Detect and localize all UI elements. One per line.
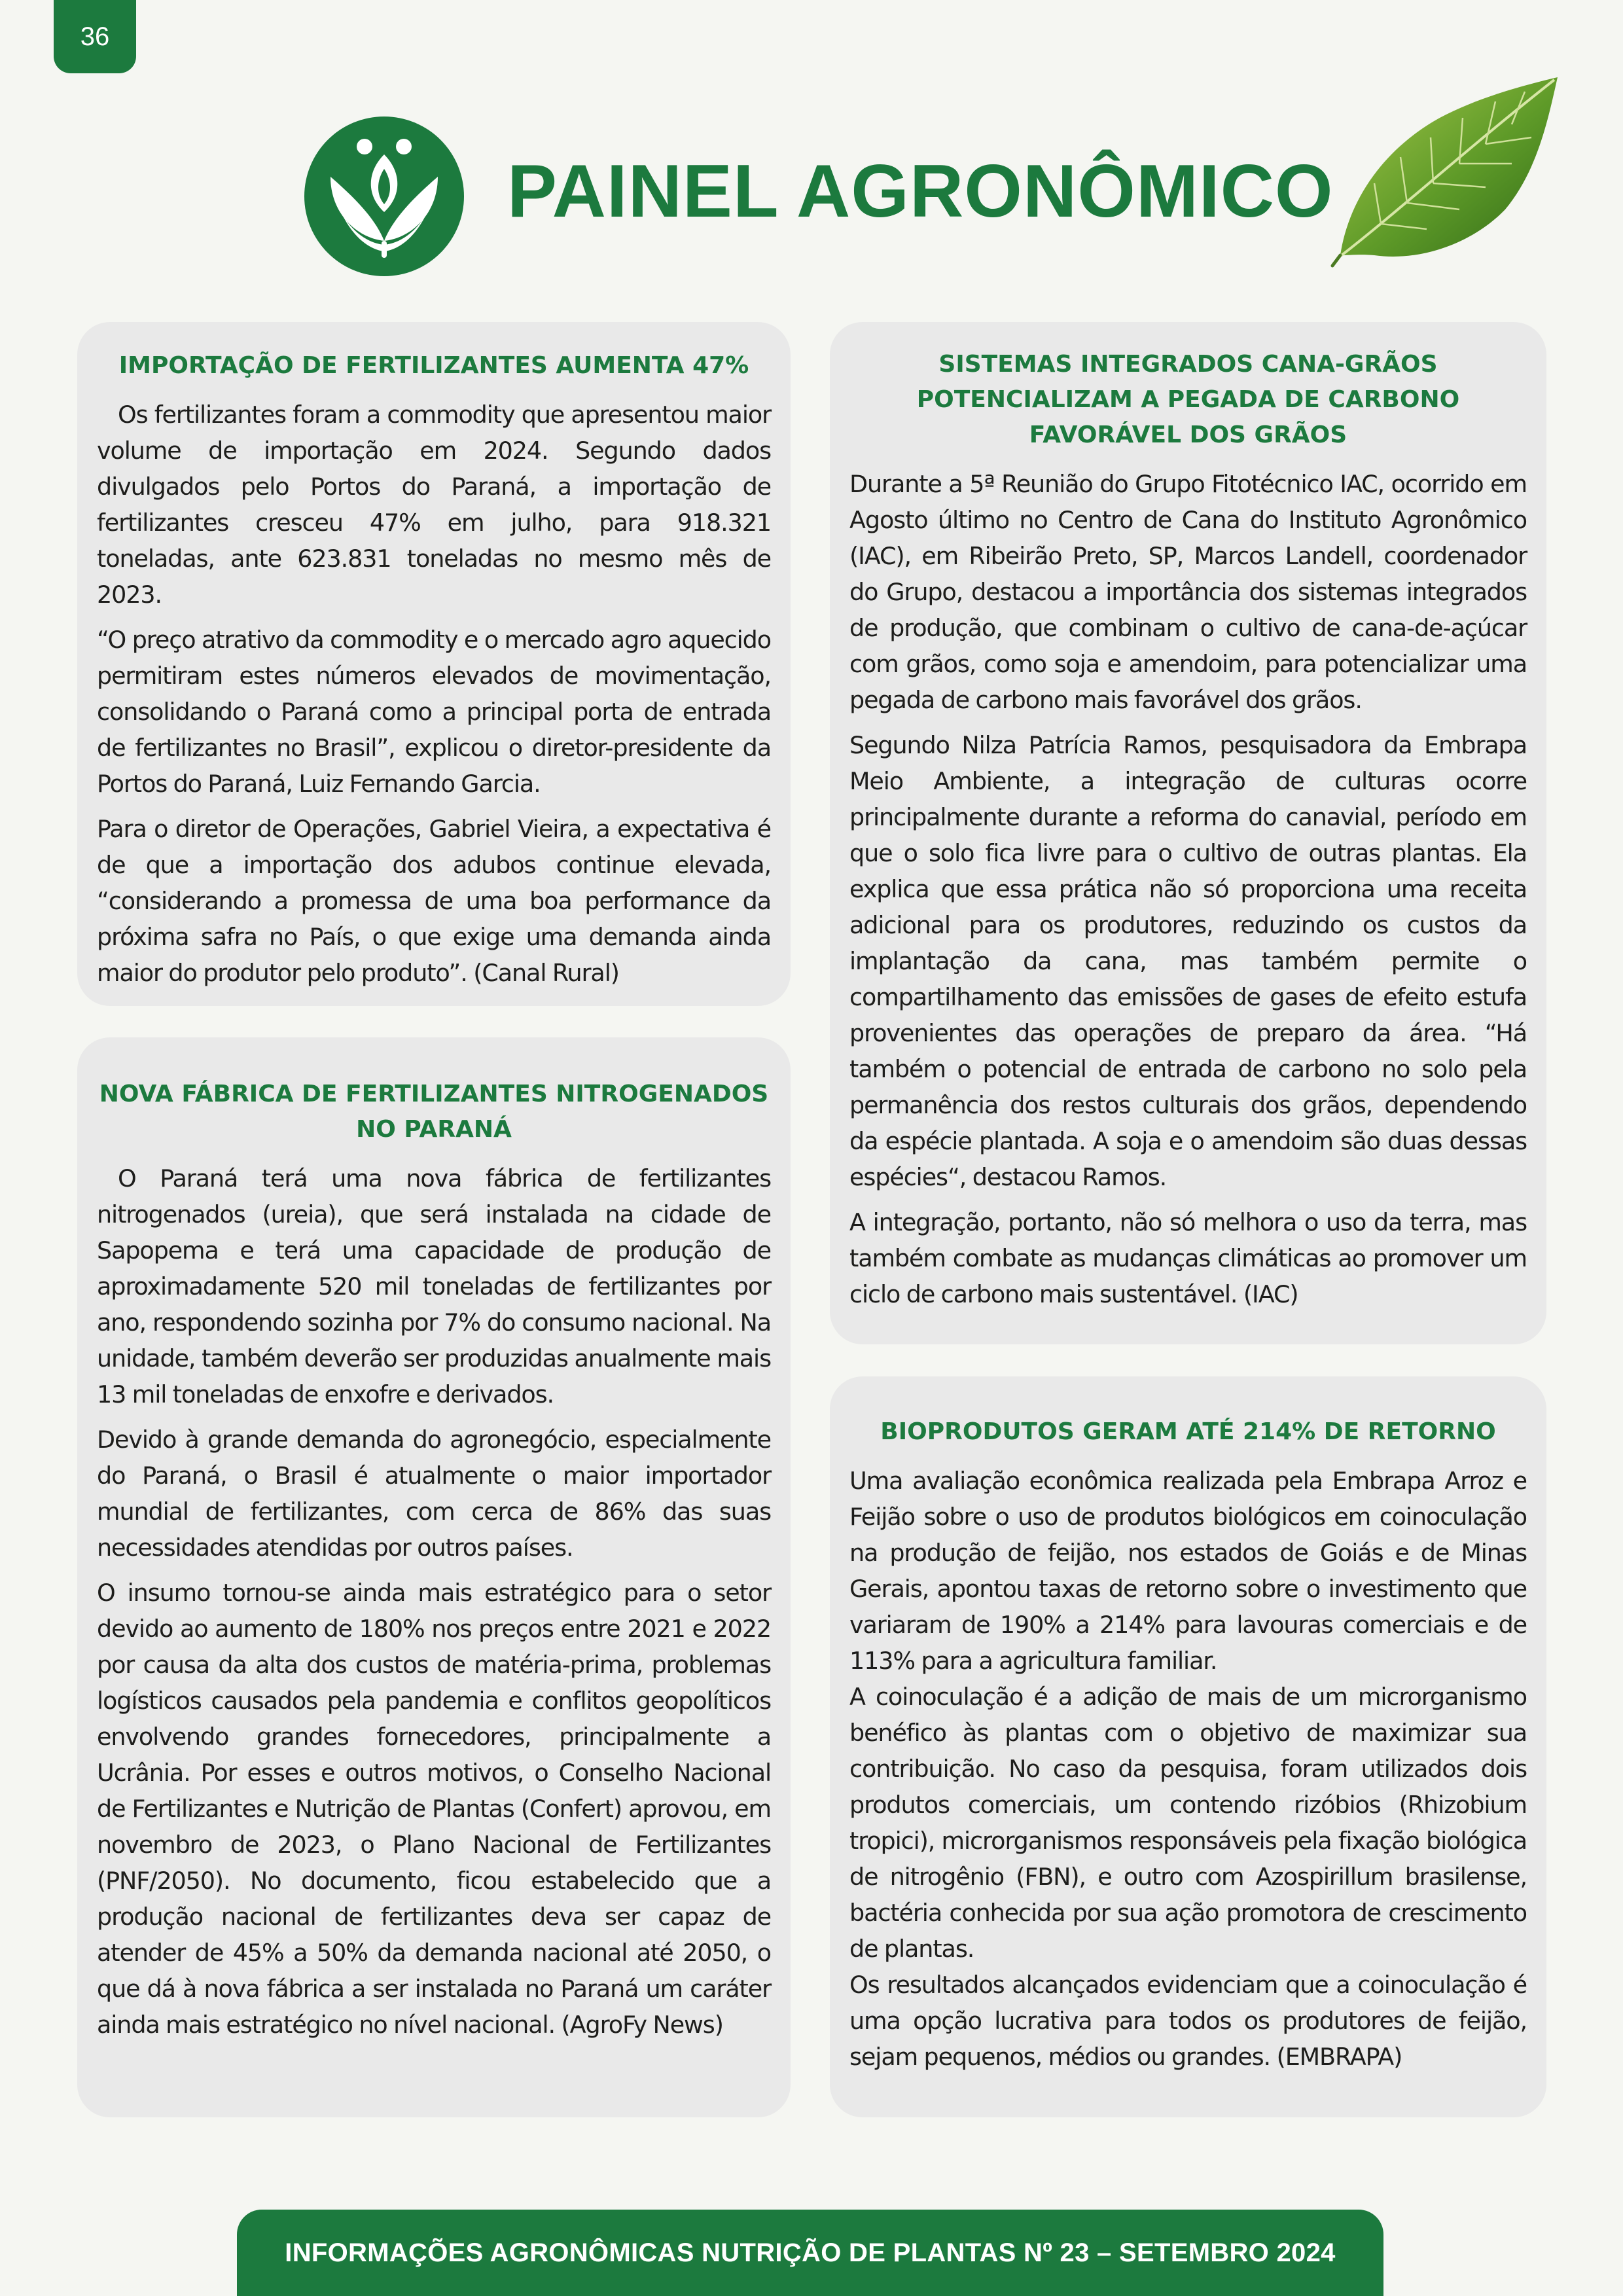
article-paragraph: Segundo Nilza Patrícia Ramos, pesquisadora da Embrapa Meio Ambiente, a integração de culturas ocorre principalmente durante a reforma do canavial, período em que o solo fica livre para o cultivo de outras plantas. Ela explica que essa prática não só proporciona uma receita adicional para os produtores, reduzindo os custos da implantação da cana, mas também permite o compartilhamento das emissões de gases de efeito estufa provenientes das operações de preparo da área. “Há também o potencial de entrada de carbono no solo pela permanência dos restos culturais dos grãos, dependendo da espécie plantada. A soja e o amendoim são duas dessas espécies“, destacou Ramos. <box>849 731 1527 1191</box>
brand-logo-icon <box>304 117 464 276</box>
article-bioproducts <box>830 1376 1546 2117</box>
article-paragraph: Para o diretor de Operações, Gabriel Vieira, a expectativa é de que a importação dos adubos continue elevada, “considerando a promessa de uma boa performance da próxima safra no País, o que exige uma demanda ainda maior do produtor pelo produto”. (Canal Rural) <box>97 815 771 987</box>
article-title: IMPORTAÇÃO DE FERTILIZANTES AUMENTA 47% <box>118 352 749 379</box>
article-fertilizer-imports <box>77 322 791 1006</box>
article-integrated-systems <box>830 322 1546 1344</box>
article-paragraph: Uma avaliação econômica realizada pela Embrapa Arroz e Feijão sobre o uso de produtos biológicos em coinoculação na produção de feijão, nos estados de Goiás e de Minas Gerais, apontou taxas de retorno sobre o investimento que variaram de 190% a 214% para lavouras comerciais e de 113% para a agricultura familiar. <box>849 1467 1527 1675</box>
article-paragraph: Durante a 5ª Reunião do Grupo Fitotécnico IAC, ocorrido em Agosto último no Centro de Cana do Instituto Agronômico (IAC), em Ribeirão Preto, SP, Marcos Landell, coordenador do Grupo, destacou a importância dos sistemas integrados de produção, que combinam o cultivo de cana-de-açúcar com grãos, como soja e amendoim, para potencializar uma pegada de carbono mais favorável dos grãos. <box>849 470 1527 714</box>
page-title: PAINEL AGRONÔMICO <box>507 150 1334 233</box>
article-paragraph: A coinoculação é a adição de mais de um microrganismo benéfico às plantas com o objetivo de maximizar sua contribuição. No caso da pesquisa, foram utilizados dois produtos comerciais, um contendo rizóbios (Rhizobium tropici), microrganismos responsáveis pela fixação biológica de nitrogênio (FBN), e outro com Azospirillum brasilense, bactéria conhecida por sua ação promotora de crescimento de plantas. <box>849 1683 1527 1963</box>
article-nitrogen-factory <box>77 1037 791 2117</box>
article-paragraph: O Paraná terá uma nova fábrica de fertilizantes nitrogenados (ureia), que será instalada na cidade de Sapopema e terá uma capacidade de produção de aproximadamente 520 mil toneladas de fertilizantes por ano, respondendo sozinha por 7% do consumo nacional. Na unidade, também deverão ser produzidas anualmente mais 13 mil toneladas de enxofre e derivados. <box>97 1164 771 1408</box>
page-number: 36 <box>54 0 136 73</box>
article-paragraph: A integração, portanto, não só melhora o uso da terra, mas também combate as mudanças climáticas ao promover um ciclo de carbono mais sustentável. (IAC) <box>849 1208 1527 1308</box>
article-title: SISTEMAS INTEGRADOS CANA-GRÃOS POTENCIALIZAM A PEGADA DE CARBONO FAVORÁVEL DOS GRÃOS <box>916 351 1460 448</box>
article-paragraph: “O preço atrativo da commodity e o mercado agro aquecido permitiram estes números elevados de movimentação, consolidando o Paraná como a principal porta de entrada de fertilizantes no Brasil”, explicou o diretor-presidente da Portos do Paraná, Luiz Fernando Garcia. <box>97 626 771 798</box>
article-paragraph: O insumo tornou-se ainda mais estratégico para o setor devido ao aumento de 180% nos preços entre 2021 e 2022 por causa da alta dos custos de matéria-prima, problemas logísticos causados pela pandemia e conflitos geopolíticos envolvendo grandes fornecedores, principalmente a Ucrânia. Por esses e outros motivos, o Conselho Nacional de Fertilizantes e Nutrição de Plantas (Confert) aprovou, em novembro de 2023, o Plano Nacional de Fertilizantes (PNF/2050). No documento, ficou estabelecido que a produção nacional de fertilizantes deva ser capaz de atender de 45% a 50% da demanda nacional até 2050, o que dá à nova fábrica a ser instalada no Paraná um caráter ainda mais estratégico no nível nacional. (AgroFy News) <box>97 1579 771 2039</box>
article-title: NOVA FÁBRICA DE FERTILIZANTES NITROGENADOS NO PARANÁ <box>99 1081 769 1143</box>
article-paragraph: Os fertilizantes foram a commodity que apresentou maior volume de importação em 2024. Segundo dados divulgados pelo Portos do Paraná, a importação de fertilizantes cresceu 47% em julho, para 918.321 toneladas, ante 623.831 toneladas no mesmo mês de 2023. <box>97 401 771 609</box>
article-paragraph: Os resultados alcançados evidenciam que a coinoculação é uma opção lucrativa para todos os produtores de feijão, sejam pequenos, médios ou grandes. (EMBRAPA) <box>849 1971 1527 2071</box>
article-paragraph: Devido à grande demanda do agronegócio, especialmente do Paraná, o Brasil é atualmente o maior importador mundial de fertilizantes, com cerca de 86% das suas necessidades atendidas por outros países. <box>97 1426 771 1562</box>
article-title: BIOPRODUTOS GERAM ATÉ 214% DE RETORNO <box>880 1418 1496 1445</box>
green-leaf-icon <box>1329 72 1564 268</box>
footer-publication-info: INFORMAÇÕES AGRONÔMICAS NUTRIÇÃO DE PLANTAS Nº 23 – SETEMBRO 2024 <box>237 2210 1383 2296</box>
